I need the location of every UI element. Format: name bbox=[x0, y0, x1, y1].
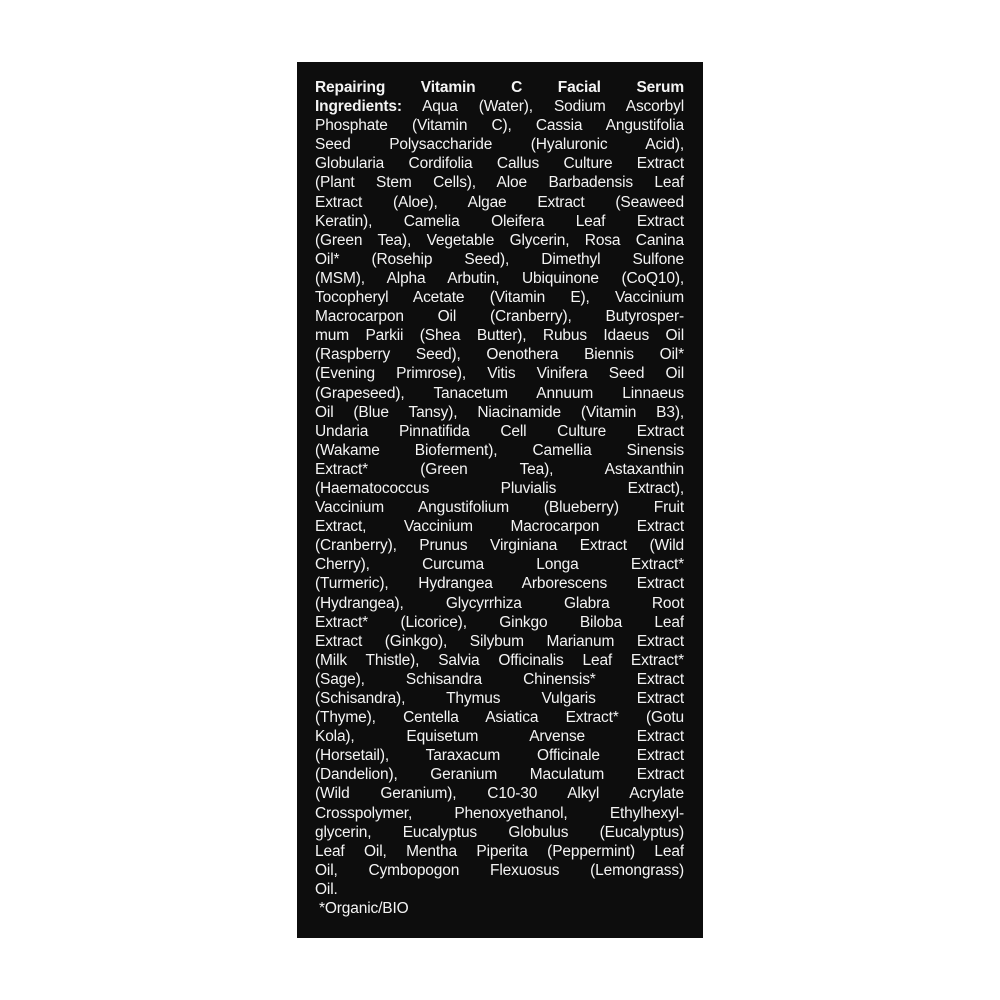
ingredients-heading: Ingredients: bbox=[315, 98, 402, 116]
ingredients-line: (MSM), Alpha Arbutin, Ubiquinone (CoQ10), bbox=[315, 269, 684, 287]
ingredients-line: Seed Polysaccharide (Hyaluronic Acid), bbox=[315, 136, 684, 154]
ingredients-line: (Cranberry), Prunus Virginiana Extract (Wild bbox=[315, 537, 684, 555]
ingredients-line: (Schisandra), Thymus Vulgaris Extract bbox=[315, 690, 684, 707]
ingredients-line: (Thyme), Centella Asiatica Extract* (Gotu bbox=[315, 709, 684, 727]
ingredients-line: Phosphate (Vitamin C), Cassia Angustifolia bbox=[315, 117, 684, 135]
ingredients-line: (Wild Geranium), C10-30 Alkyl Acrylate bbox=[315, 785, 684, 803]
ingredients-line: glycerin, Eucalyptus Globulus (Eucalyptus) bbox=[315, 823, 684, 841]
ingredients-line: Oil. bbox=[315, 880, 338, 898]
ingredients-line: Keratin), Camelia Oleifera Leaf Extract bbox=[315, 212, 684, 230]
ingredients-line: Oil* (Rosehip Seed), Dimethyl Sulfone bbox=[315, 250, 684, 268]
ingredients-line: (Green Tea), Vegetable Glycerin, Rosa Canina bbox=[315, 231, 684, 249]
ingredients-line: Extract* (Licorice), Ginkgo Biloba Leaf bbox=[315, 613, 684, 631]
ingredients-line: (Hydrangea), Glycyrrhiza Glabra Root bbox=[315, 594, 684, 612]
ingredients-lines bbox=[315, 116, 684, 899]
ingredients-line: Extract* (Green Tea), Astaxanthin bbox=[315, 460, 684, 478]
ingredients-first-line-text: Aqua (Water), Sodium Ascorbyl bbox=[422, 98, 684, 116]
ingredients-line: Vaccinium Angustifolium (Blueberry) Fruit bbox=[315, 499, 684, 517]
ingredients-label-panel bbox=[297, 62, 703, 938]
ingredients-first-line bbox=[315, 97, 684, 116]
ingredients-line: (Horsetail), Taraxacum Officinale Extract bbox=[315, 747, 684, 765]
ingredients-line: Extract (Ginkgo), Silybum Marianum Extract bbox=[315, 632, 684, 650]
ingredients-line: (Haematococcus Pluvialis Extract), bbox=[315, 479, 684, 497]
ingredients-line: Oil, Cymbopogon Flexuosus (Lemongrass) bbox=[315, 861, 684, 879]
ingredients-line: (Plant Stem Cells), Aloe Barbadensis Leaf bbox=[315, 174, 684, 192]
ingredients-line: (Evening Primrose), Vitis Vinifera Seed Oil bbox=[315, 365, 684, 383]
ingredients-line: Kola), Equisetum Arvense Extract bbox=[315, 728, 684, 746]
product-title: Repairing Vitamin C Facial Serum bbox=[315, 79, 684, 96]
ingredients-line: (Raspberry Seed), Oenothera Biennis Oil* bbox=[315, 346, 684, 364]
ingredients-line: (Dandelion), Geranium Maculatum Extract bbox=[315, 766, 684, 784]
ingredients-line: Undaria Pinnatifida Cell Culture Extract bbox=[315, 422, 684, 440]
ingredients-line: (Grapeseed), Tanacetum Annuum Linnaeus bbox=[315, 384, 684, 402]
ingredients-line: Leaf Oil, Mentha Piperita (Peppermint) Leaf bbox=[315, 842, 684, 860]
ingredients-line: Extract, Vaccinium Macrocarpon Extract bbox=[315, 518, 684, 536]
ingredients-line: Tocopheryl Acetate (Vitamin E), Vaccinium bbox=[315, 289, 684, 307]
ingredients-line: (Turmeric), Hydrangea Arborescens Extract bbox=[315, 575, 684, 593]
ingredients-line: (Wakame Bioferment), Camellia Sinensis bbox=[315, 441, 684, 459]
ingredients-line: Cherry), Curcuma Longa Extract* bbox=[315, 556, 684, 574]
ingredients-line: (Milk Thistle), Salvia Officinalis Leaf Extract* bbox=[315, 651, 684, 669]
organic-footnote: *Organic/BIO bbox=[319, 900, 409, 918]
ingredients-line: mum Parkii (Shea Butter), Rubus Idaeus Oil bbox=[315, 327, 684, 345]
ingredients-line: (Sage), Schisandra Chinensis* Extract bbox=[315, 670, 684, 688]
ingredients-line: Oil (Blue Tansy), Niacinamide (Vitamin B3), bbox=[315, 403, 684, 421]
ingredients-line: Macrocarpon Oil (Cranberry), Butyrosper- bbox=[315, 308, 684, 326]
ingredients-line: Crosspolymer, Phenoxyethanol, Ethylhexyl- bbox=[315, 804, 684, 822]
ingredients-line: Extract (Aloe), Algae Extract (Seaweed bbox=[315, 193, 684, 211]
ingredients-line: Globularia Cordifolia Callus Culture Extract bbox=[315, 155, 684, 173]
